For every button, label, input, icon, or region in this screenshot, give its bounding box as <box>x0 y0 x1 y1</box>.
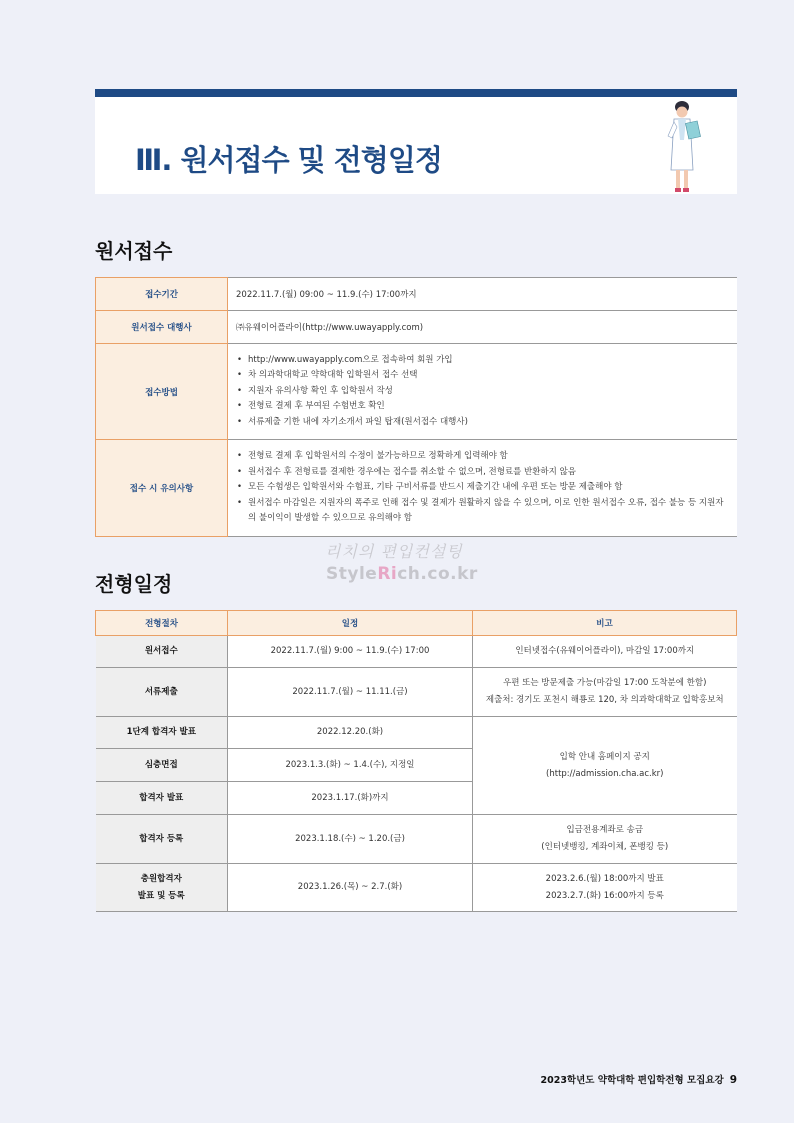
application-table <box>95 277 737 537</box>
table-header-row <box>96 611 737 636</box>
watermark-url-part: Style <box>326 564 378 584</box>
notes-list-cell <box>228 440 738 537</box>
notes-list <box>236 449 729 526</box>
schedule-section-title: 전형일정 <box>95 572 173 596</box>
note-line: 제출처: 경기도 포천시 해룡로 120, 차 의과학대학교 입학홍보처 <box>485 695 724 705</box>
table-row <box>96 815 737 864</box>
step-cell: 서류제출 <box>96 668 228 717</box>
note-cell <box>473 864 737 912</box>
watermark-url-accent: Ri <box>377 564 398 584</box>
column-header: 비고 <box>473 611 737 636</box>
table-row <box>96 717 737 749</box>
page-number: 9 <box>729 1074 737 1086</box>
date-cell: 2023.1.3.(화) ~ 1.4.(수), 지정일 <box>228 749 473 782</box>
pharmacist-illustration <box>660 100 710 196</box>
list-item: • http://www.uwayapply.com으로 접속하여 회원 가입 <box>236 353 729 368</box>
step-cell <box>96 864 228 912</box>
date-cell: 2022.11.7.(월) 9:00 ~ 11.9.(수) 17:00 <box>228 636 473 668</box>
notes-label: 접수 시 유의사항 <box>96 440 228 537</box>
footer-text: 2023학년도 약학대학 편입학전형 모집요강 <box>540 1075 724 1086</box>
application-section-title: 원서접수 <box>95 239 173 263</box>
table-row <box>96 864 737 912</box>
note-cell <box>473 668 737 717</box>
list-item: • 차 의과학대학교 약학대학 입학원서 접수 선택 <box>236 368 729 383</box>
method-label: 접수방법 <box>96 344 228 440</box>
step-cell: 심층면접 <box>96 749 228 782</box>
date-cell: 2023.1.17.(화)까지 <box>228 782 473 815</box>
schedule-table <box>95 610 737 912</box>
step-cell: 원서접수 <box>96 636 228 668</box>
date-cell: 2023.1.26.(목) ~ 2.7.(화) <box>228 864 473 912</box>
step-cell: 합격자 등록 <box>96 815 228 864</box>
step-cell: 합격자 발표 <box>96 782 228 815</box>
step-line: 발표 및 등록 <box>137 890 185 901</box>
step-line: 충원합격자 <box>140 873 182 884</box>
note-line: 2023.2.6.(월) 18:00까지 발표 <box>545 873 664 884</box>
note-line: (인터넷뱅킹, 계좌이체, 폰뱅킹 등) <box>541 842 669 852</box>
date-cell: 2022.12.20.(화) <box>228 717 473 749</box>
list-item: • 전형료 결제 후 부여된 수험번호 확인 <box>236 399 729 414</box>
watermark-url-part: ch.co.kr <box>397 564 478 584</box>
note-line: (http://admission.cha.ac.kr) <box>546 768 664 779</box>
column-header: 일정 <box>228 611 473 636</box>
period-label: 접수기간 <box>96 278 228 311</box>
watermark-text: 리치의 편입컨설팅 <box>325 542 463 561</box>
watermark-url <box>326 564 478 584</box>
table-row <box>96 311 738 344</box>
list-item: • 서류제출 기한 내에 자기소개서 파일 탑재(원서접수 대행사) <box>236 415 729 430</box>
period-value: 2022.11.7.(월) 09:00 ~ 11.9.(수) 17:00까지 <box>228 278 738 311</box>
table-row <box>96 636 737 668</box>
list-item: • 원서접수 마감일은 지원자의 폭주로 인해 접수 및 결제가 원활하지 않을 수 있으며, 이로 인한 원서접수 오류, 접수 불능 등 지원자의 불이익이 발생할 수 있으므로 유의해야 함 <box>236 496 729 527</box>
page-footer <box>540 1072 737 1086</box>
table-row <box>96 440 738 537</box>
table-row <box>96 344 738 440</box>
note-line: 입금전용계좌로 송금 <box>566 825 644 835</box>
table-row <box>96 278 738 311</box>
step-cell: 1단계 합격자 발표 <box>96 717 228 749</box>
header-accent-bar <box>95 89 737 97</box>
date-cell: 2022.11.7.(월) ~ 11.11.(금) <box>228 668 473 717</box>
agency-value: ㈜유웨이어플라이(http://www.uwayapply.com) <box>228 311 738 344</box>
note-line: 2023.2.7.(화) 16:00까지 등록 <box>545 890 664 901</box>
method-list <box>236 353 729 430</box>
note-cell: 인터넷접수(유웨이어플라이), 마감일 17:00까지 <box>473 636 737 668</box>
merged-note-cell <box>473 717 737 815</box>
note-cell <box>473 815 737 864</box>
list-item: • 전형료 결제 후 입학원서의 수정이 불가능하므로 정확하게 입력해야 함 <box>236 449 729 464</box>
note-line: 우편 또는 방문제출 가능(마감일 17:00 도착분에 한함) <box>503 678 707 688</box>
note-line: 입학 안내 홈페이지 공지 <box>559 751 650 762</box>
list-item: • 모든 수험생은 입학원서와 수험표, 기타 구비서류를 반드시 제출기간 내에 우편 또는 방문 제출해야 함 <box>236 480 729 495</box>
date-cell: 2023.1.18.(수) ~ 1.20.(금) <box>228 815 473 864</box>
agency-label: 원서접수 대행사 <box>96 311 228 344</box>
chapter-title: Ⅲ. 원서접수 및 전형일정 <box>135 143 442 177</box>
list-item: • 지원자 유의사항 확인 후 입학원서 작성 <box>236 384 729 399</box>
column-header: 전형절차 <box>96 611 228 636</box>
list-item: • 원서접수 후 전형료를 결제한 경우에는 접수를 취소할 수 없으며, 전형료를 반환하지 않음 <box>236 465 729 480</box>
method-list-cell <box>228 344 738 440</box>
table-row <box>96 668 737 717</box>
